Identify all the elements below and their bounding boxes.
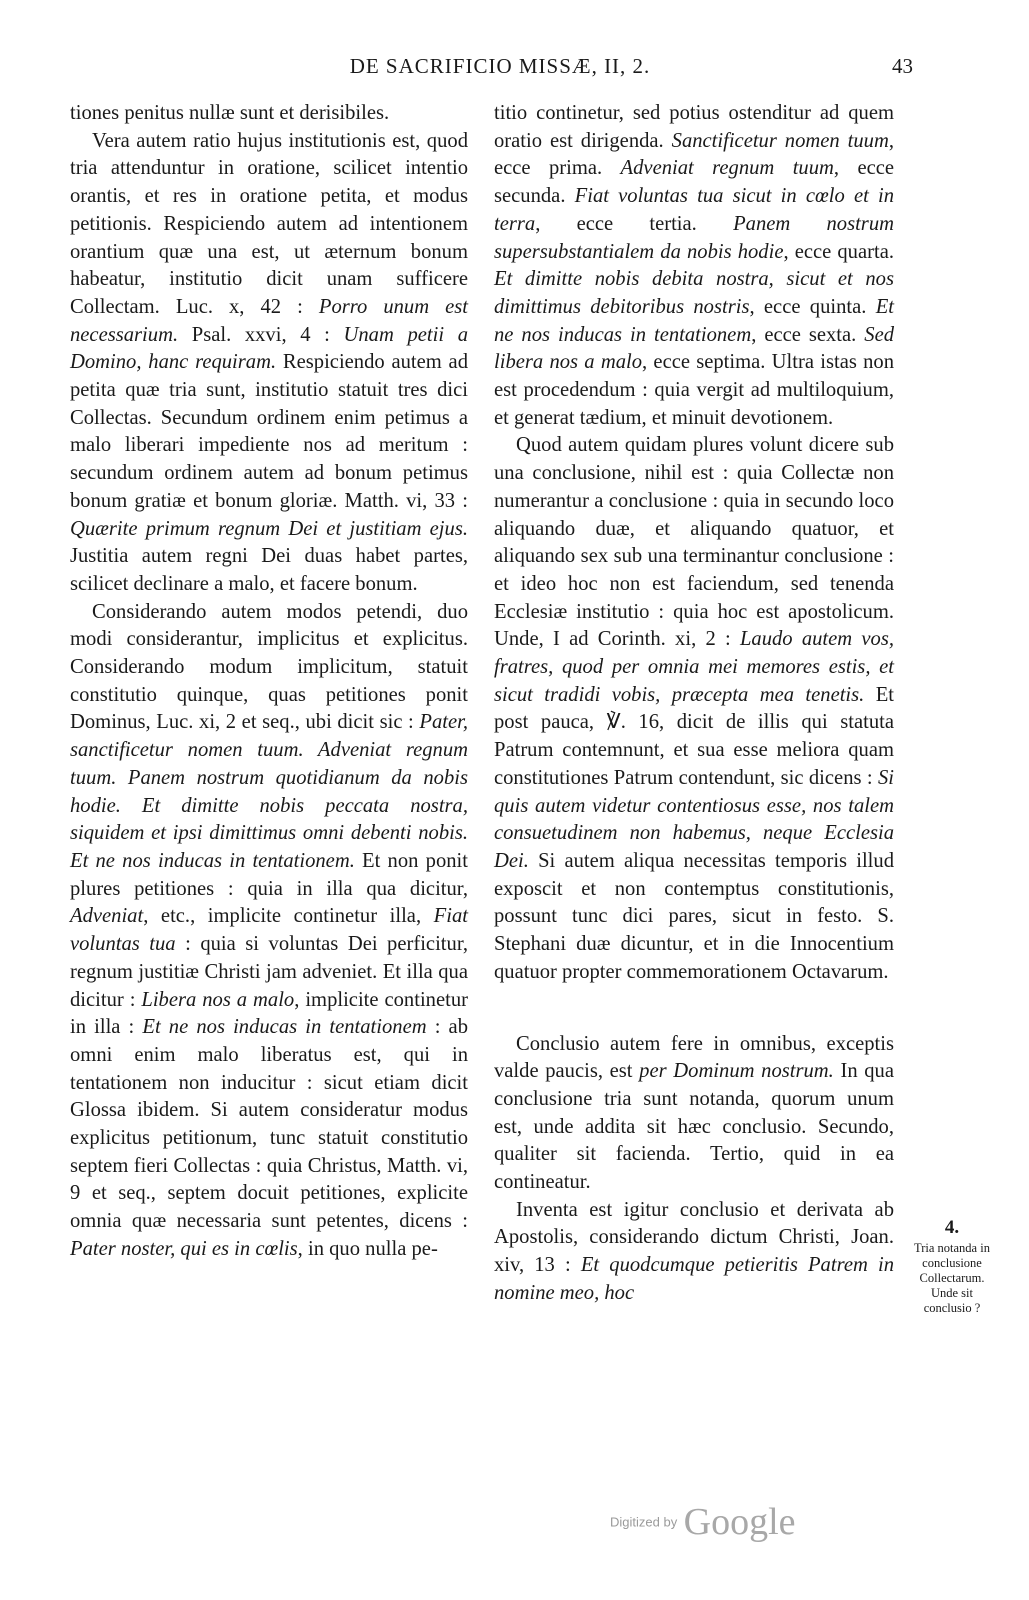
italic-quotation: Fiat voluntas tua sicut in cœlo et in terra: [494, 185, 894, 235]
italic-quotation: Laudo autem vos, fratres, quod per omnia mei memores estis, et sicut tradidi vobis, præcepta mea tenetis.: [494, 628, 894, 706]
paragraph: Vera autem ratio hujus institutionis est, quod tria attenduntur in oratione, scilicet intentio orantis, et res in oratione petita, et modus petitionis. Respiciendo autem ad intentionem orantium quæ una est, ut æternum bonum habeatur, institutio dicit unam sufficere Collectam. Luc. x, 42 : Porro unum est necessarium. Psal. xxvi, 4 : Unam petii a Domino, hanc requiram. Respiciendo autem ad petita quæ tria sunt, institutio statuit tres dici Collectas. Secundum ordinem enim petimus a malo liberari impediente nos ad meritum : secundum ordinem autem ad bonum petimus bonum gratiæ et bonum gloriæ. Matth. vi, 33 : Quærite primum regnum Dei et justitiam ejus. Justitia autem regni Dei duas habet partes, scilicet declinare a malo, et facere bonum.: [70, 129, 468, 595]
google-logo: Google: [683, 1501, 796, 1543]
paragraph: Quod autem quidam plures volunt dicere sub una conclusione, nihil est : quia Collectæ non numerantur a conclusione : quia in secundo loco aliquando duæ, et aliquando quatuor, et aliquando sex sub una terminantur conclusione : et ideo hoc non est faciendum, sed tenenda Ecclesiæ institutio : quia hoc est apostolicum. Unde, I ad Corinth. xi, 2 : Laudo autem vos, fratres, quod per omnia mei memores estis, et sicut tradidi vobis, præcepta mea tenetis. Et post pauca, ℣. 16, dicit de illis qui statuta Patrum contemnunt, et sua esse meliora quam constitutiones Patrum contendunt, sic dicens : Si quis autem videtur contentiosus esse, nos talem consuetudinem non habemus, neque Ecclesia Dei. Si autem aliqua necessitas temporis illud exposcit et non contemptus constitutionis, possunt tunc dici pares, sicut in festo. S. Stephani duæ dicuntur, et in die Innocentium quatuor propter commemorationem Octavarum.: [494, 434, 895, 983]
margin-note-number: 4.: [944, 1217, 960, 1238]
italic-quotation: Pater, sanctificetur nomen tuum. Adveniat regnum tuum. Panem nostrum quotidianum da nobis hodie. Et dimitte nobis peccata nostra, siquidem et ipsi dimittimus omni debenti nobis. Et ne nos inducas in tentationem.: [70, 711, 468, 872]
italic-quotation: Sanctificetur nomen tuum: [671, 129, 889, 152]
italic-quotation: Fiat voluntas tua: [70, 905, 468, 956]
italic-quotation: per Dominum nostrum.: [639, 1060, 834, 1083]
digitized-by-label: Digitized by: [610, 1514, 678, 1530]
margin-note-line: Tria notanda in: [914, 1241, 990, 1255]
italic-quotation: Adveniat regnum tuum: [620, 157, 834, 180]
italic-quotation: Et dimitte nobis debita nostra, sicut et nos dimittimus debitoribus nostris: [494, 268, 894, 318]
italic-quotation: Quærite primum regnum Dei et justitiam ejus.: [70, 517, 468, 540]
margin-note: [898, 1217, 1006, 1316]
italic-quotation: Adveniat: [70, 905, 144, 928]
italic-quotation: Unam petii a Domino, hanc requiram.: [70, 323, 468, 374]
right-column: [494, 100, 894, 1308]
page-number: 43: [892, 54, 913, 78]
paragraph: tiones penitus nullæ sunt et derisibiles.: [70, 102, 390, 124]
italic-quotation: Et quodcumque petieritis Patrem in nomine meo, hoc: [494, 1254, 894, 1304]
margin-note-line: conclusio ?: [923, 1301, 981, 1315]
digitization-footer: [610, 1500, 796, 1544]
italic-quotation: Et ne nos inducas in tentationem: [142, 1016, 427, 1039]
paragraph: titio continetur, sed potius ostenditur ad quem oratio est dirigenda. Sanctificetur nomen tuum, ecce prima. Adveniat regnum tuum, ecce secunda. Fiat voluntas tua sicut in cœlo et in terra, ecce tertia. Panem nostrum supersubstantialem da nobis hodie, ecce quarta. Et dimitte nobis debita nostra, sicut et nos dimittimus debitoribus nostris, ecce quinta. Et ne nos inducas in tentationem, ecce sexta. Sed libera nos a malo, ecce septima. Ultra istas non est procedendum : quia vergit ad multiloquium, et generat tædium, et minuit devotionem.: [494, 102, 895, 429]
italic-quotation: Libera nos a malo: [141, 988, 295, 1011]
italic-quotation: Pater noster, qui es in cœlis: [70, 1237, 298, 1260]
italic-quotation: Sed libera nos a malo: [494, 323, 894, 374]
left-column: [70, 100, 468, 1264]
running-head: DE SACRIFICIO MISSÆ, II, 2.: [349, 54, 651, 78]
paragraph: Considerando autem modos petendi, duo modi considerantur, implicitus et explicitus. Considerando modum implicitum, statuit constitutio quinque, quas petitiones ponit Dominus, Luc. xi, 2 et seq., ubi dicit sic : Pater, sanctificetur nomen tuum. Adveniat regnum tuum. Panem nostrum quotidianum da nobis hodie. Et dimitte nobis peccata nostra, siquidem et ipsi dimittimus omni debenti nobis. Et ne nos inducas in tentationem. Et non ponit plures petitiones : quia in illa qua dicitur, Adveniat, etc., implicite continetur illa, Fiat voluntas tua : quia si voluntas Dei perficitur, regnum justitiæ Christi jam adveniet. Et illa qua dicitur : Libera nos a malo, implicite continetur in illa : Et ne nos inducas in tentationem : ab omni enim malo liberatus est, qui in tentationem non inducitur : sicut etiam dicit Glossa ibidem. Si autem consideratur modus explicitus petitionum, tunc statuit constitutio septem fieri Collectas : quia Christus, Matth. vi, 9 et seq., septem docuit petitiones, explicite omnia quæ necessaria sunt petentes, dicens : Pater noster, qui es in cœlis, in quo nulla pe-: [70, 600, 468, 1260]
italic-quotation: Si quis autem videtur contentiosus esse, nos talem consuetudinem non habemus, neque Ecclesia Dei.: [494, 766, 894, 872]
italic-quotation: Et ne nos inducas in tentationem: [494, 295, 895, 346]
paragraph: Conclusio autem fere in omnibus, exceptis valde paucis, est per Dominum nostrum. In qua conclusione tria sunt notanda, quorum unum est, unde addita sit hæc conclusio. Secundo, qualiter sit facienda. Tertio, quid in ea contineatur.: [494, 1032, 894, 1194]
italic-quotation: Panem nostrum supersubstantialem da nobis hodie: [494, 212, 894, 263]
margin-note-line: conclusione Collectarum.: [919, 1256, 985, 1285]
margin-note-line: Unde sit: [930, 1286, 973, 1300]
italic-quotation: Porro unum est necessarium.: [70, 295, 468, 346]
paragraph: Inventa est igitur conclusio et derivata ab Apostolis, considerando dictum Christi, Joan. xiv, 13 : Et quodcumque petieritis Patrem in nomine meo, hoc: [494, 1198, 894, 1304]
